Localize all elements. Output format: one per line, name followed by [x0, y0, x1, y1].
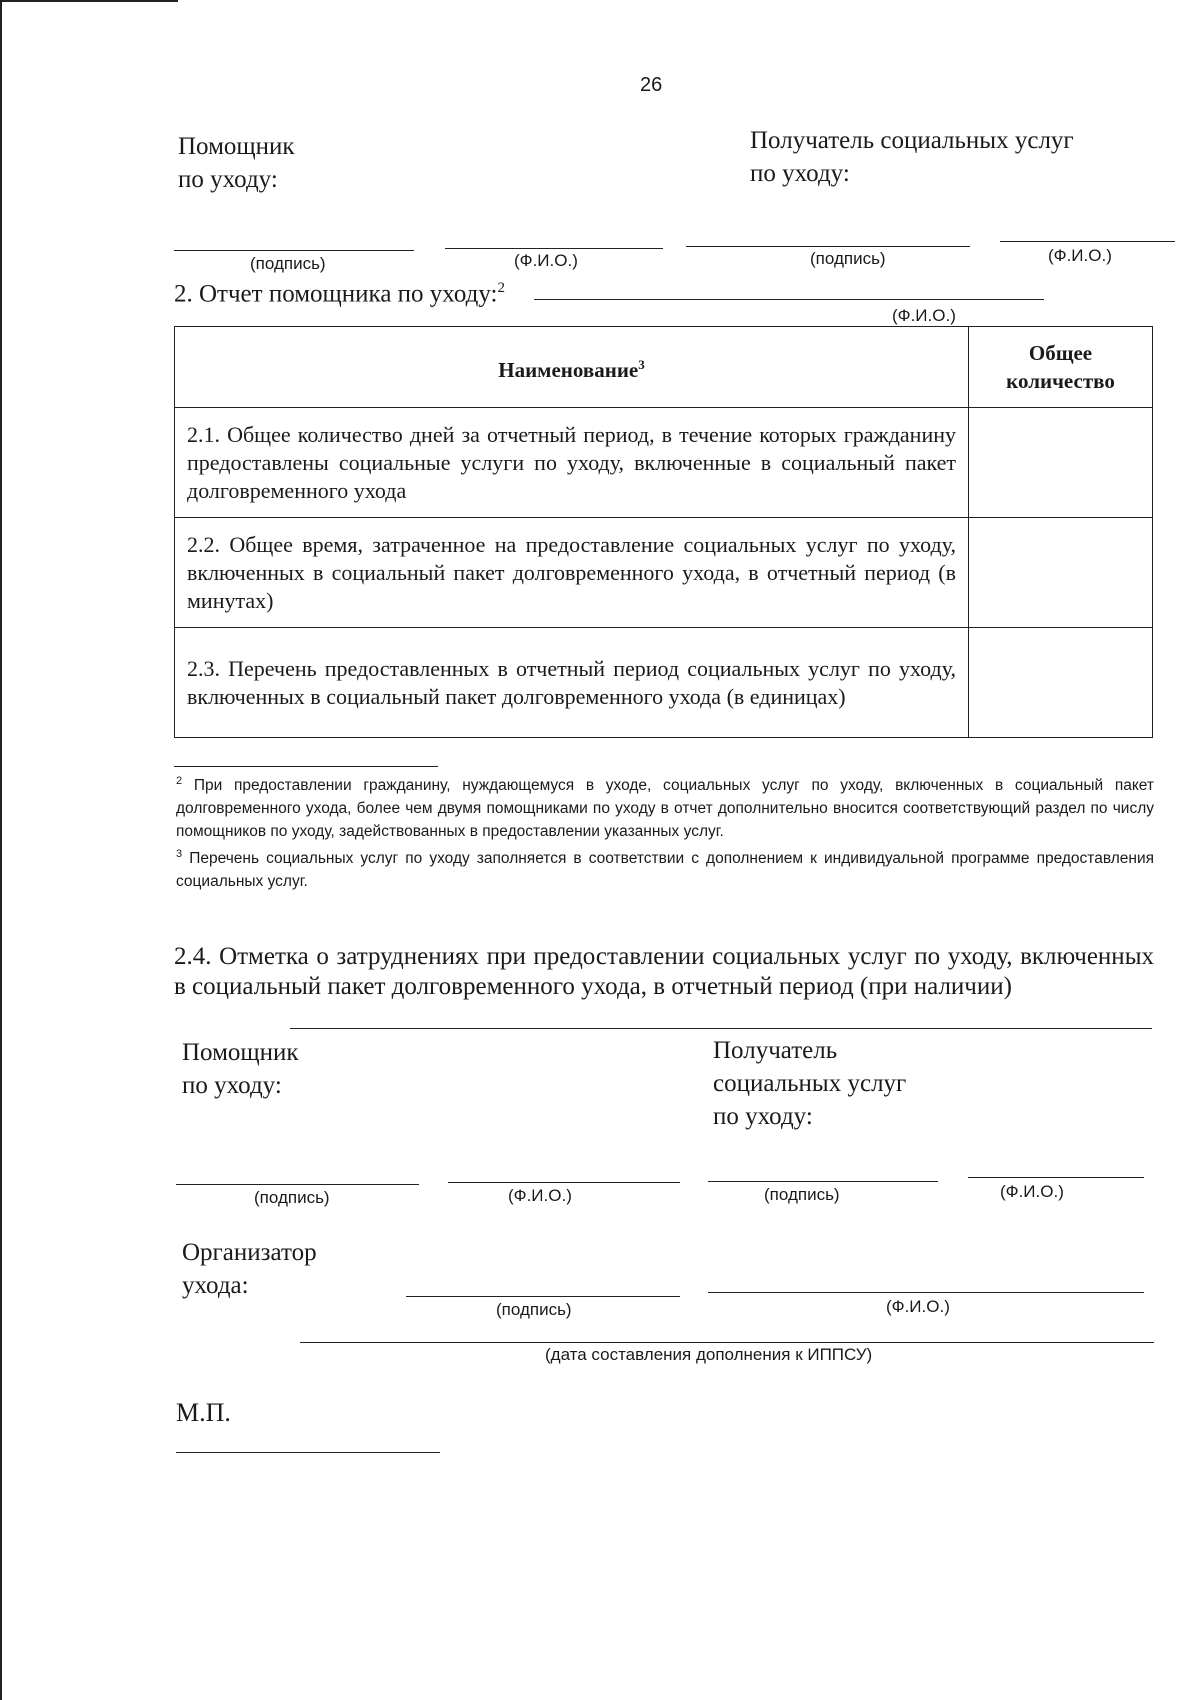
top-recipient-signature-line[interactable] [686, 246, 970, 247]
scan-left-edge [0, 0, 2, 1700]
table-row [175, 518, 1153, 628]
bottom-helper-signature-line[interactable] [176, 1184, 419, 1185]
row-value-cell[interactable] [969, 408, 1153, 518]
row-label: 2.1. Общее количество дней за отчетный период, в течение которых гражданину предоставлены социальные услуги по уходу, включенные в социальный пакет долговременного ухода [175, 408, 969, 518]
bottom-caption-name-2: (Ф.И.О.) [1000, 1182, 1064, 1201]
top-recipient-name-line[interactable] [1000, 241, 1175, 242]
top-helper-signature-line[interactable] [174, 250, 414, 251]
top-caption-signature-2: (подпись) [810, 249, 886, 268]
table-row [175, 628, 1153, 738]
report-name-line[interactable] [534, 299, 1044, 300]
difficulties-entry-line[interactable] [290, 1028, 1152, 1029]
report-table [174, 326, 1153, 738]
stamp-line[interactable] [176, 1452, 440, 1453]
top-helper-label: Помощник по уходу: [178, 133, 295, 193]
bottom-caption-signature-1: (подпись) [254, 1188, 330, 1207]
page-number: 26 [640, 74, 663, 96]
row-value-cell[interactable] [969, 518, 1153, 628]
scan-top-edge [0, 0, 178, 2]
organizer-name-line[interactable] [708, 1292, 1144, 1293]
bottom-caption-name-1: (Ф.И.О.) [508, 1186, 572, 1205]
row-label: 2.3. Перечень предоставленных в отчетный период социальных услуг по уходу, включенных в социальный пакет долговременного ухода (в единицах) [175, 628, 969, 738]
difficulties-paragraph: 2.4. Отметка о затруднениях при предоставлении социальных услуг по уходу, включенных в социальный пакет долговременного ухода, в отчетный период (при наличии) [174, 943, 1154, 1000]
organizer-signature-line[interactable] [406, 1296, 680, 1297]
header-total: Общее количество [969, 327, 1153, 408]
row-label: 2.2. Общее время, затраченное на предоставление социальных услуг по уходу, включенных в социальный пакет долговременного ухода, в отчетный период (в минутах) [175, 518, 969, 628]
top-recipient-label: Получатель социальных услуг по уходу: [750, 127, 1074, 187]
table-row [175, 408, 1153, 518]
organizer-caption-name: (Ф.И.О.) [886, 1297, 950, 1316]
bottom-recipient-name-line[interactable] [968, 1177, 1144, 1178]
footnote-2: $^2$ При предоставлении гражданину, нуждающемуся в уходе, социальных услуг по уходу, включенных в социальный пакет долговременного ухода, более чем двумя помощниками по уходу в отчет дополнительно вносится соответствующий раздел по числу помощников по уходу, задействованных в предоставлении указанных услуг. [176, 775, 1154, 841]
date-caption: (дата составления дополнения к ИППСУ) [545, 1345, 873, 1364]
date-line[interactable] [300, 1342, 1154, 1343]
footnote-separator [174, 766, 438, 767]
top-caption-signature-1: (подпись) [250, 254, 326, 273]
bottom-caption-signature-2: (подпись) [764, 1185, 840, 1204]
report-name-caption: (Ф.И.О.) [892, 306, 956, 325]
bottom-recipient-label: Получатель социальных услуг по уходу: [713, 1037, 907, 1130]
top-caption-name-2: (Ф.И.О.) [1048, 246, 1112, 265]
footnote-3: $^3$ Перечень социальных услуг по уходу заполняется в соответствии с дополнением к индивидуальной программе предоставления социальных услуг. [176, 848, 1155, 891]
table-header-row [175, 327, 1153, 408]
organizer-caption-signature: (подпись) [496, 1300, 572, 1319]
row-value-cell[interactable] [969, 628, 1153, 738]
top-caption-name-1: (Ф.И.О.) [514, 251, 578, 270]
stamp-label: М.П. [176, 1398, 231, 1427]
header-name: Наименование$^3$ [175, 327, 969, 408]
bottom-helper-name-line[interactable] [448, 1182, 680, 1183]
bottom-helper-label: Помощник по уходу: [182, 1039, 299, 1099]
organizer-label: Организатор ухода: [182, 1239, 317, 1299]
report-heading: 2. Отчет помощника по уходу:$^2$ [174, 280, 505, 308]
bottom-recipient-signature-line[interactable] [708, 1181, 938, 1182]
footnotes [176, 770, 1154, 893]
top-helper-name-line[interactable] [445, 248, 663, 249]
